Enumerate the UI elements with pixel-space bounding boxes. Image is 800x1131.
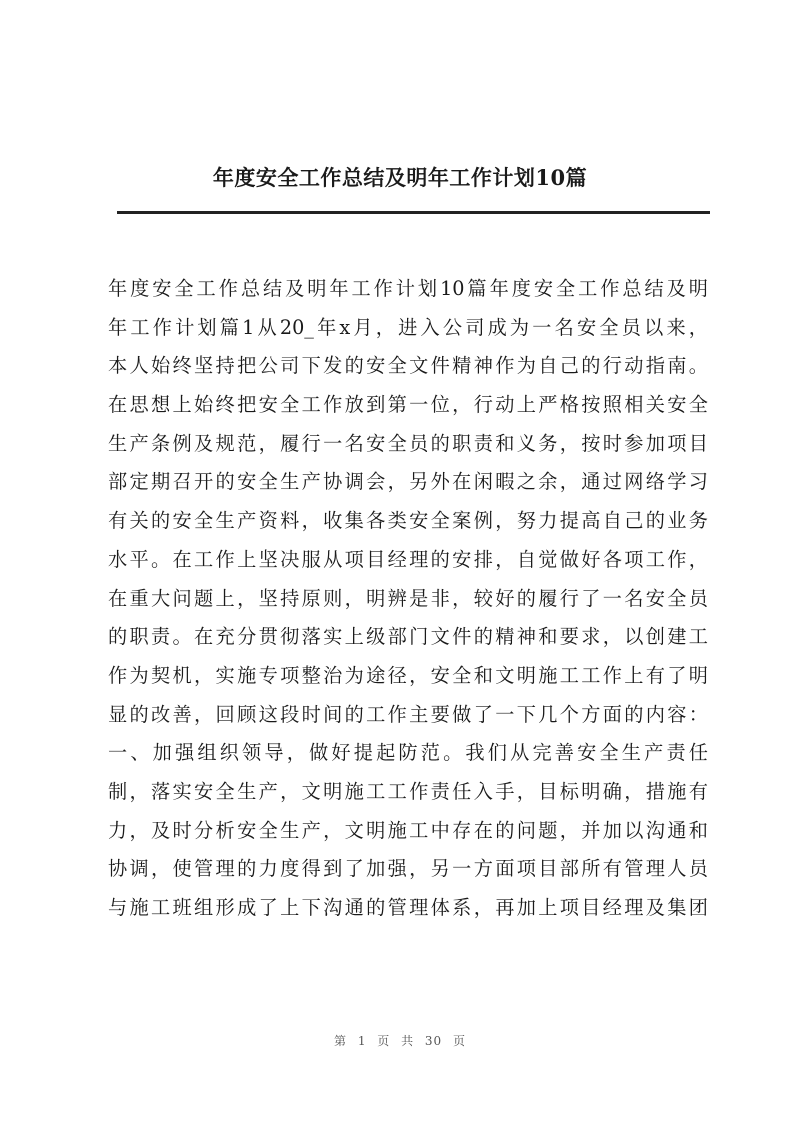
body-line: 一、加强组织领导，做好提起防范。我们从完善安全生产责任 <box>108 741 708 765</box>
page-number-footer: 第 1 页 共 30 页 <box>334 1034 466 1048</box>
body-line: 年度安全工作总结及明年工作计划10篇年度安全工作总结及明 <box>108 277 708 300</box>
body-line: 在思想上始终把安全工作放到第一位，行动上严格按照相关安全 <box>108 393 708 417</box>
body-line: 作为契机，实施专项整治为途径，安全和文明施工工作上有了明 <box>108 663 708 687</box>
body-line: 力，及时分析安全生产，文明施工中存在的问题，并加以沟通和 <box>108 818 708 842</box>
body-line: 制，落实安全生产，文明施工工作责任入手，目标明确，措施有 <box>108 779 708 803</box>
body-line: 显的改善，回顾这段时间的工作主要做了一下几个方面的内容： <box>108 702 708 726</box>
body-line: 水平。在工作上坚决服从项目经理的安排，自觉做好各项工作， <box>108 547 708 571</box>
body-line: 有关的安全生产资料，收集各类安全案例，努力提高自己的业务 <box>108 509 708 533</box>
title-divider <box>117 211 710 214</box>
body-line: 的职责。在充分贯彻落实上级部门文件的精神和要求，以创建工 <box>108 625 708 649</box>
body-line: 年工作计划篇1从20_年x月，进入公司成为一名安全员以来， <box>108 315 708 339</box>
body-line: 与施工班组形成了上下沟通的管理体系，再加上项目经理及集团 <box>108 896 708 919</box>
document-title: 年度安全工作总结及明年工作计划10篇 <box>212 165 588 190</box>
body-line: 在重大问题上，坚持原则，明辨是非，较好的履行了一名安全员 <box>108 586 708 610</box>
body-line: 本人始终坚持把公司下发的安全文件精神作为自己的行动指南。 <box>108 354 708 378</box>
body-line: 生产条例及规范，履行一名安全员的职责和义务，按时参加项目 <box>108 431 708 455</box>
body-line: 协调，使管理的力度得到了加强，另一方面项目部所有管理人员 <box>108 857 708 881</box>
body-line: 部定期召开的安全生产协调会，另外在闲暇之余，通过网络学习 <box>108 470 708 494</box>
document-body <box>108 270 708 928</box>
